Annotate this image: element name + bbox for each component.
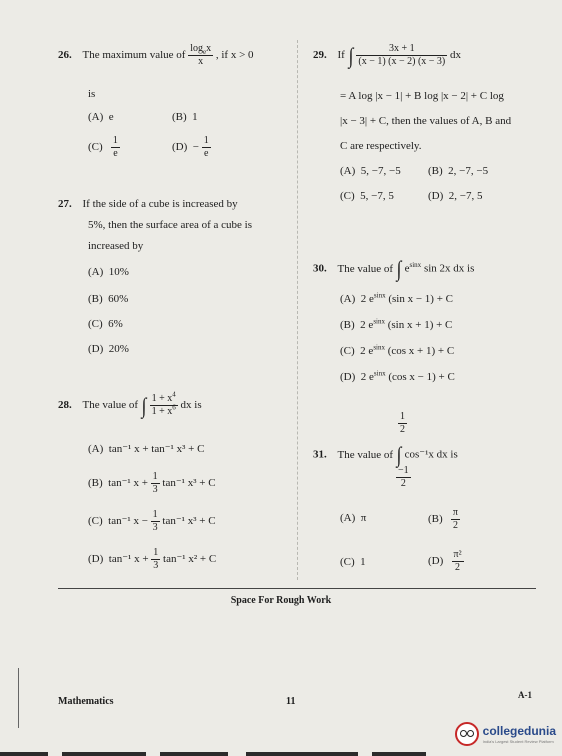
integral-sign-icon: ∫ xyxy=(396,442,402,467)
q29-option-d[interactable]: (D) 2, −7, 5 xyxy=(428,190,483,202)
q31-option-b[interactable]: (B) $\frac{\pi}{2}$ xyxy=(428,507,458,531)
q30-option-c[interactable]: (C) 2 $e^{sinx}$ (cos x + 1) + C xyxy=(340,343,455,357)
q31-upper-limit: $\frac{1}{2}$ xyxy=(400,411,405,435)
q29-option-c[interactable]: (C) 5, −7, 5 xyxy=(340,190,394,202)
q30-option-b[interactable]: (B) 2 $e^{sinx}$ (sin x + 1) + C xyxy=(340,317,453,331)
q28-fraction: $\frac{1 + x^4}{1 + x^6}$ xyxy=(151,390,176,417)
bottom-bar-segment xyxy=(372,752,426,756)
q27-option-d[interactable]: (D) 20% xyxy=(88,343,129,355)
q31-lower-limit: $\frac{-1}{2}$ xyxy=(398,465,409,489)
q29-line4: C are respectively. xyxy=(340,140,422,152)
q30-stem: 30. The value of ∫ $e^{sinx}$ sin 2x dx is xyxy=(313,256,475,281)
bottom-bar-segment xyxy=(0,752,48,756)
q27-line2: 5%, then the surface area of a cube is xyxy=(88,219,253,231)
q29-line2: = A log |x − 1| + B log |x − 2| + C log xyxy=(340,90,504,102)
integral-sign-icon: ∫ xyxy=(348,42,354,68)
q27-option-c[interactable]: (C) 6% xyxy=(88,318,123,330)
q26-stem-text: The maximum value of xyxy=(82,49,186,62)
rough-work-label: Space For Rough Work xyxy=(230,595,332,606)
q28-option-a[interactable]: (A) tan⁻¹ x + tan⁻¹ x³ + C xyxy=(88,443,205,455)
q31-option-d[interactable]: (D) $\frac{\text{π²}}{2}$ xyxy=(428,549,462,573)
rough-work-divider xyxy=(58,588,536,589)
logo-text: collegedunia xyxy=(482,723,556,738)
q26-is: is xyxy=(88,88,96,100)
q26-stem xyxy=(58,44,254,67)
q28-option-b[interactable]: (B) tan⁻¹ x + $\frac{1}{3}$ tan⁻¹ x³ + C xyxy=(88,471,216,495)
integral-sign-icon: ∫ xyxy=(141,392,147,418)
q27-option-b[interactable]: (B) 60% xyxy=(88,293,129,305)
q30-option-a[interactable]: (A) 2 $e^{sinx}$ (sin x − 1) + C xyxy=(340,291,454,305)
q28-option-c[interactable]: (C) tan⁻¹ x − $\frac{1}{3}$ tan⁻¹ x³ + C xyxy=(88,509,216,533)
q31-option-a[interactable]: (A) π xyxy=(340,512,367,524)
q27-line3: increased by xyxy=(88,240,144,252)
q26-fraction: $\frac{\log_ex}{x}$ xyxy=(190,43,212,67)
q29-stem: 29. If ∫ $\frac{3x + 1}{(x - 1) (x - 2) (x - 3)}$ dx xyxy=(313,42,462,68)
q29-option-a[interactable]: (A) 5, −7, −5 xyxy=(340,165,401,177)
paper-code: A-1 xyxy=(518,690,532,700)
q30-option-d[interactable]: (D) 2 $e^{sinx}$ (cos x − 1) + C xyxy=(340,369,455,383)
q29-fraction: $\frac{3x + 1}{(x - 1) (x - 2) (x - 3)}$ xyxy=(358,43,446,67)
logo-tagline: India's Largest Student Review Platform xyxy=(482,738,554,744)
bottom-bar-segment xyxy=(160,752,228,756)
column-divider xyxy=(297,40,299,580)
q26-number: 26. xyxy=(58,49,72,62)
q27-line1: 27. If the side of a cube is increased by xyxy=(58,198,238,210)
q26-option-b[interactable]: (B) 1 xyxy=(172,111,198,123)
integral-sign-icon: ∫ xyxy=(396,256,402,281)
bottom-bar-segment xyxy=(62,752,146,756)
q27-option-a[interactable]: (A) 10% xyxy=(88,266,129,278)
margin-line xyxy=(18,668,19,728)
q26-option-c[interactable]: (C) $\frac{1}{e}$ xyxy=(88,135,118,159)
q26-condition: , if x > 0 xyxy=(215,49,254,62)
subject-label: Mathematics xyxy=(58,696,114,707)
logo-face-icon xyxy=(455,722,479,746)
q26-option-d[interactable]: (D) − $\frac{1}{e}$ xyxy=(172,135,209,159)
q31-option-c[interactable]: (C) 1 xyxy=(340,556,366,568)
q31-stem: 31. The value of ∫ cos⁻¹x dx is xyxy=(313,442,458,467)
bottom-bar-segment xyxy=(246,752,358,756)
collegedunia-logo[interactable] xyxy=(455,722,556,746)
q26-option-a[interactable]: (A) e xyxy=(88,111,114,123)
q28-stem: 28. The value of ∫ $\frac{1 + x^4}{1 + x^6}$ dx is xyxy=(58,390,202,418)
q28-option-d[interactable]: (D) tan⁻¹ x + $\frac{1}{3}$ tan⁻¹ x² + C xyxy=(88,547,217,571)
q29-line3: |x − 3| + C, then the values of A, B and xyxy=(340,115,512,127)
q29-option-b[interactable]: (B) 2, −7, −5 xyxy=(428,165,489,177)
page-number: 11 xyxy=(286,696,296,707)
